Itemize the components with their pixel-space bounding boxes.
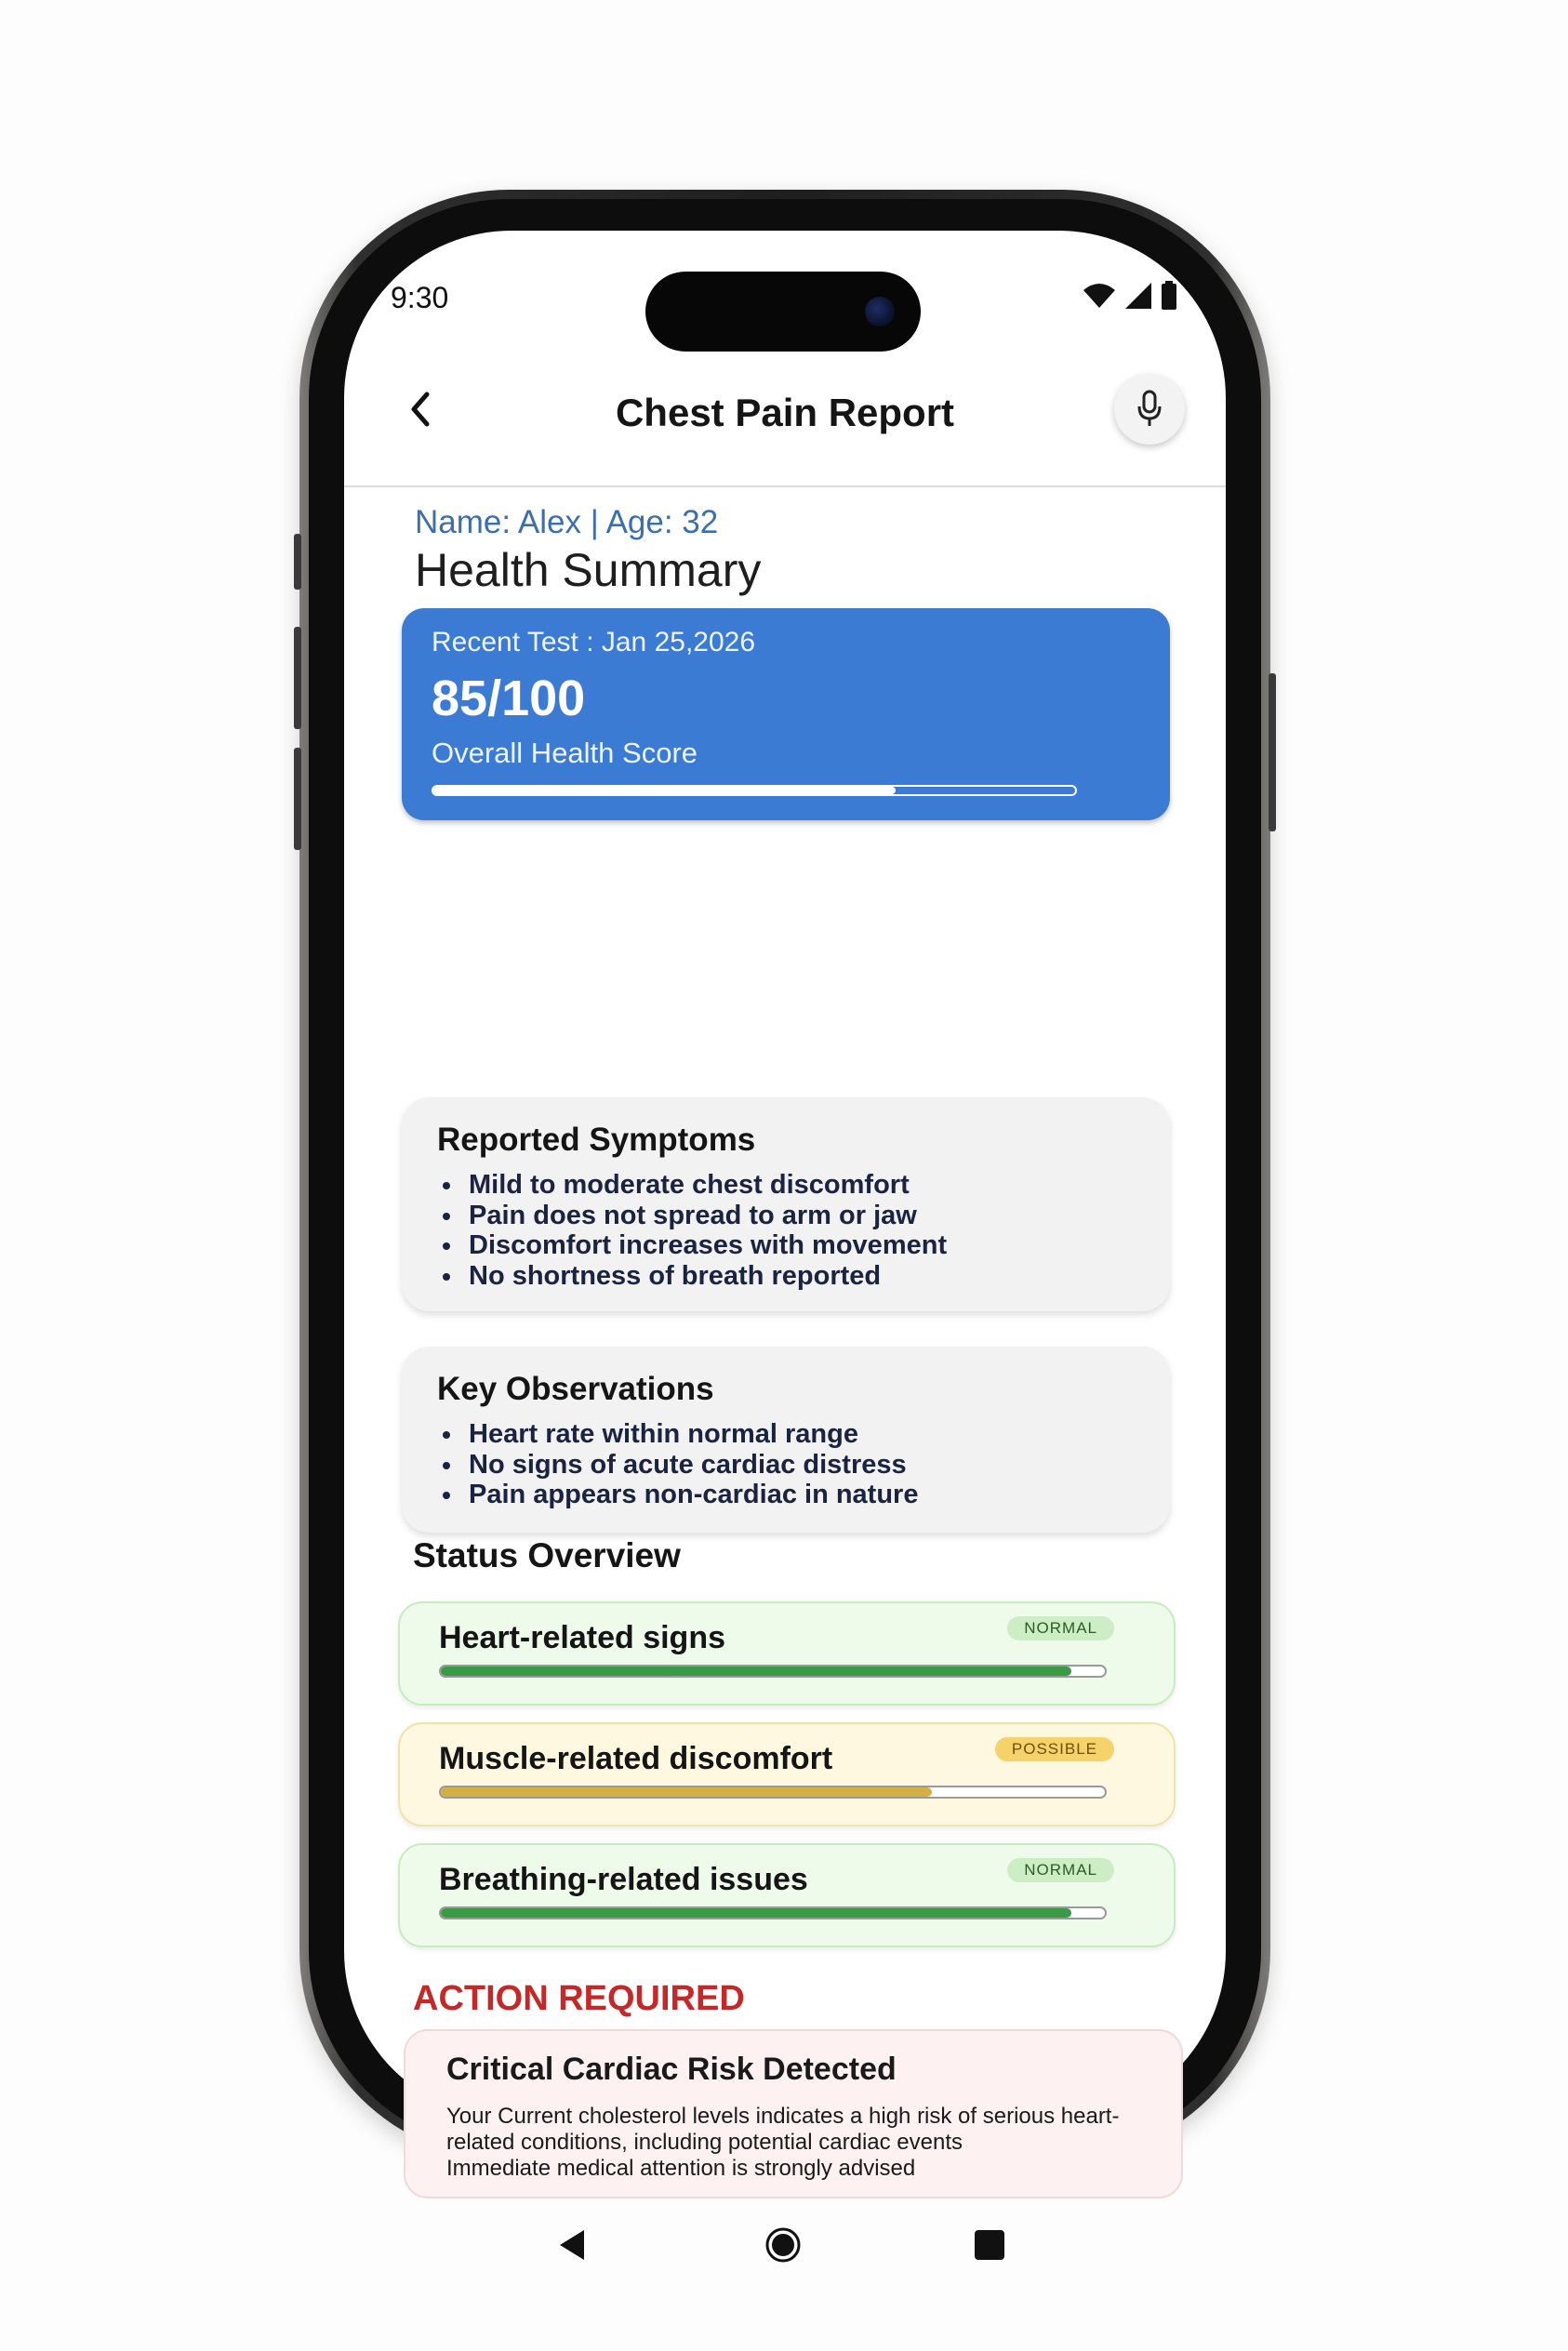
recent-test-date: Recent Test : Jan 25,2026 bbox=[432, 627, 756, 657]
power-button bbox=[1269, 673, 1276, 831]
voice-input-button[interactable] bbox=[1114, 374, 1185, 445]
page-title: Chest Pain Report bbox=[615, 391, 955, 434]
nav-home-icon[interactable] bbox=[764, 2226, 802, 2264]
wifi-icon bbox=[1083, 283, 1116, 309]
status-label: Breathing-related issues bbox=[439, 1862, 808, 1897]
health-score-card[interactable] bbox=[402, 608, 1170, 820]
nav-recents-icon[interactable] bbox=[975, 2230, 1004, 2260]
observations-list bbox=[437, 1419, 918, 1510]
status-badge: NORMAL bbox=[1007, 1858, 1114, 1882]
health-score-label: Overall Health Score bbox=[432, 737, 698, 769]
phone-screen bbox=[344, 231, 1226, 2181]
alert-line: Your Current cholesterol levels indicates a high risk of serious heart- bbox=[446, 2104, 1120, 2129]
alert-line: Immediate medical attention is strongly advised bbox=[446, 2156, 916, 2181]
camera-icon bbox=[865, 297, 895, 326]
health-summary-title: Health Summary bbox=[415, 544, 762, 596]
status-card-breathing[interactable] bbox=[398, 1843, 1176, 1947]
reported-symptoms-title: Reported Symptoms bbox=[437, 1122, 756, 1158]
volume-up-button bbox=[294, 627, 301, 729]
symptoms-list bbox=[437, 1170, 947, 1291]
status-progress bbox=[439, 1906, 1107, 1919]
reported-symptoms-card bbox=[402, 1097, 1170, 1311]
list-item: Heart rate within normal range bbox=[437, 1419, 918, 1450]
status-progress bbox=[439, 1665, 1107, 1678]
health-score-value: 85/100 bbox=[432, 671, 586, 726]
status-badge: NORMAL bbox=[1007, 1616, 1114, 1640]
action-required-heading: ACTION REQUIRED bbox=[413, 1979, 745, 2018]
phone-frame bbox=[299, 190, 1270, 2181]
status-label: Heart-related signs bbox=[439, 1620, 725, 1655]
status-icons bbox=[1083, 277, 1177, 314]
signal-icon bbox=[1123, 282, 1153, 310]
dynamic-island bbox=[645, 272, 921, 352]
key-observations-title: Key Observations bbox=[437, 1371, 714, 1407]
status-overview-title: Status Overview bbox=[413, 1536, 681, 1574]
list-item: Pain does not spread to arm or jaw bbox=[437, 1201, 947, 1231]
battery-icon bbox=[1161, 281, 1177, 311]
status-progress-fill bbox=[441, 1787, 932, 1797]
app-header bbox=[344, 342, 1226, 487]
status-progress bbox=[439, 1786, 1107, 1799]
status-card-muscle[interactable] bbox=[398, 1722, 1176, 1826]
patient-name-age: Name: Alex | Age: 32 bbox=[415, 504, 719, 540]
list-item: Pain appears non-cardiac in nature bbox=[437, 1480, 918, 1510]
nav-back-icon[interactable] bbox=[556, 2228, 588, 2262]
list-item: No shortness of breath reported bbox=[437, 1261, 947, 1292]
alert-line: related conditions, including potential cardiac events bbox=[446, 2130, 963, 2155]
status-badge: POSSIBLE bbox=[995, 1737, 1114, 1761]
alert-body bbox=[446, 2104, 1153, 2182]
alert-title: Critical Cardiac Risk Detected bbox=[446, 2052, 897, 2087]
volume-down-button bbox=[294, 748, 301, 850]
list-item: Discomfort increases with movement bbox=[437, 1230, 947, 1261]
list-item: Mild to moderate chest discomfort bbox=[437, 1170, 947, 1201]
status-progress-fill bbox=[441, 1908, 1071, 1918]
side-button bbox=[294, 534, 301, 590]
health-score-progress bbox=[432, 785, 1077, 796]
microphone-icon bbox=[1136, 390, 1163, 429]
status-progress-fill bbox=[441, 1667, 1071, 1676]
list-item: No signs of acute cardiac distress bbox=[437, 1450, 918, 1481]
status-card-heart[interactable] bbox=[398, 1601, 1176, 1706]
health-score-progress-fill bbox=[433, 787, 896, 794]
critical-risk-alert[interactable] bbox=[404, 2029, 1183, 2198]
status-label: Muscle-related discomfort bbox=[439, 1741, 833, 1776]
key-observations-card bbox=[402, 1347, 1170, 1533]
status-time: 9:30 bbox=[391, 281, 449, 314]
